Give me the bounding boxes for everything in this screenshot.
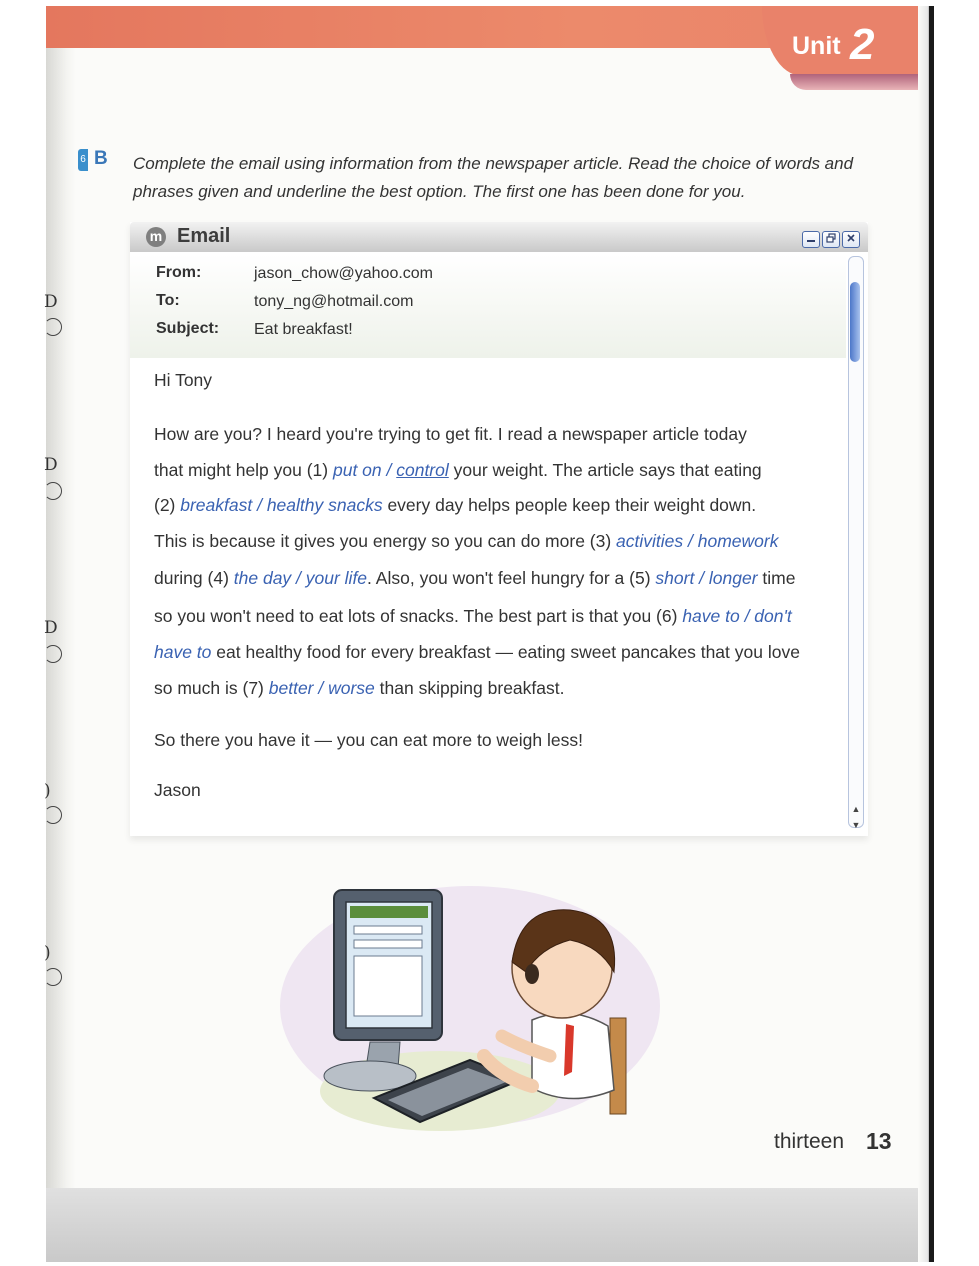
exercise-instruction: Complete the email using information from the newspaper article. Read the choice of words and phrases given and underline the best option. The first one has been done for you. [133,154,854,201]
boy-at-computer-illustration [270,876,670,1138]
unit-label: Unit [792,32,841,60]
restore-icon[interactable] [822,231,840,248]
option-text: activities / homework [616,531,779,551]
email-line [154,495,756,516]
email-title-bar [130,222,868,252]
line-text: your weight. The article says that eating [448,460,762,480]
email-line [154,642,800,663]
email-line: How are you? I heard you're trying to get fit. I read a newspaper article today [154,424,747,444]
from-value: jason_chow@yahoo.com [254,265,434,282]
subject-value: Eat breakfast! [254,321,353,338]
option-text: better / worse [268,678,375,698]
margin-ring [44,318,62,336]
option-text: have to / don't [682,606,792,626]
mail-app-icon: m [146,227,166,247]
subject-label: Subject: [156,320,220,337]
scroll-down-icon[interactable]: ▼ [851,820,861,830]
scrollbar-thumb[interactable] [850,282,860,362]
scan-bottom-strip [46,1188,934,1262]
option-text: short / longer [655,568,758,588]
email-line: that might help you (1) put on / control your weight. The article says that eating [154,460,762,480]
unit-number: 2 [850,20,875,69]
margin-ring [44,482,62,500]
email-line [154,568,795,589]
email-header [130,254,846,358]
margin-ring [44,645,62,663]
line-text: than skipping breakfast. [374,678,565,698]
minimize-icon[interactable] [802,231,820,248]
line-text: time [757,568,796,588]
line-text: This is because it gives you energy so you can do more (3) [154,531,617,551]
email-closing: So there you have it — you can eat more to weigh less! [154,730,583,750]
line-text: so you won't need to eat lots of snacks. The best part is that you (6) [154,606,683,626]
line-text: so much is (7) [154,678,269,698]
from-label: From: [156,264,202,281]
email-window [130,222,868,836]
page-number: 13 [866,1128,892,1154]
option-text: have to [154,642,212,662]
email-line [154,606,792,627]
to-label: To: [156,292,180,309]
scroll-up-icon[interactable]: ▲ [851,804,861,814]
margin-ring [44,806,62,824]
margin-ring [44,968,62,986]
email-line [154,531,778,552]
page-number-word: thirteen [774,1130,845,1153]
email-line [154,678,564,699]
option-text: breakfast / healthy snacks [180,495,383,515]
line-text: eat healthy food for every breakfast — eating sweet pancakes that you love [211,642,800,662]
page-gutter-shadow [46,6,76,1188]
email-greeting: Hi Tony [154,370,213,390]
line-text: during (4) [154,568,234,588]
exercise-number-badge: 6 [78,149,88,171]
margin-mark: ) [44,781,51,801]
margin-mark: D [44,618,58,638]
scan-right-border [929,6,934,1262]
line-text: that might help you (1) [154,460,333,480]
margin-mark: ) [44,943,51,963]
email-window-title: Email [177,225,231,247]
unit-tab [762,6,934,76]
unit-tab-underline [790,74,934,90]
to-value: tony_ng@hotmail.com [254,293,414,310]
close-icon[interactable] [842,231,860,248]
option-text: the day / your life [233,568,368,588]
line-text: (2) [154,495,181,515]
margin-mark: D [44,292,58,312]
option-text: put on [332,460,382,480]
margin-mark: D [44,455,58,475]
line-text: . Also, you won't feel hungry for a (5) [367,568,656,588]
underlined-answer: control [396,460,449,480]
email-signature: Jason [154,780,201,800]
exercise-letter: B [94,148,108,169]
line-text: every day helps people keep their weight down. [382,495,757,515]
